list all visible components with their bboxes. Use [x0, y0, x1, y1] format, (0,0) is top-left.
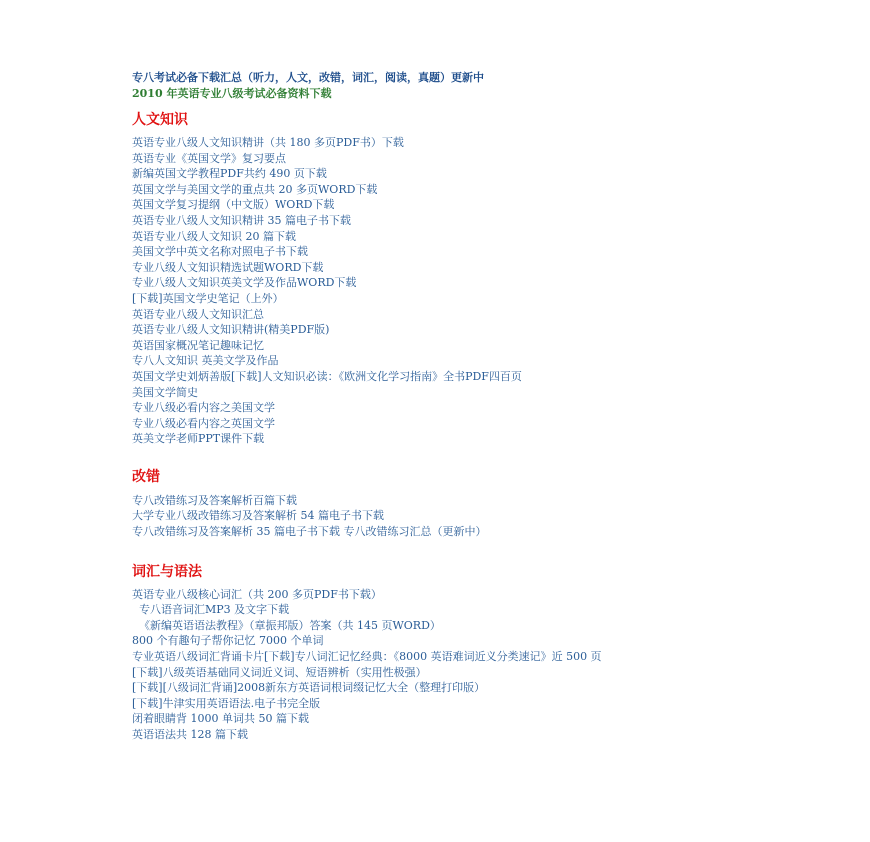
- renwen-link-list: [132, 135, 772, 447]
- list-item[interactable]: [132, 633, 772, 649]
- list-item[interactable]: [132, 493, 772, 509]
- download-link[interactable]: [下载]八级英语基础同义词近义词、短语辨析（实用性极强）: [132, 665, 427, 679]
- download-link[interactable]: 英国文学史刘炳善版[下载]人文知识必读：《欧洲文化学习指南》全书PDF四百页: [132, 369, 522, 383]
- list-item[interactable]: [132, 213, 772, 229]
- list-item[interactable]: [132, 135, 772, 151]
- download-link[interactable]: 英语专业八级人文知识 20 篇下载: [132, 229, 296, 243]
- download-link[interactable]: 美国文学中英文名称对照电子书下载: [132, 245, 308, 259]
- download-link[interactable]: 英语专业八级核心词汇（共 200 多页PDF书下载）: [132, 587, 382, 601]
- document-page: [132, 70, 772, 743]
- download-link[interactable]: 《新编英语语法教程》（章振邦版）答案（共 145 页WORD）: [132, 618, 441, 632]
- download-link[interactable]: 专八改错练习及答案解析百篇下载: [132, 493, 297, 507]
- list-item[interactable]: [132, 197, 772, 213]
- download-link[interactable]: 专八语音词汇MP3 及文字下载: [132, 603, 290, 617]
- list-item[interactable]: [132, 649, 752, 665]
- download-link[interactable]: 专业八级必看内容之美国文学: [132, 401, 275, 415]
- list-item[interactable]: [132, 291, 772, 307]
- download-link[interactable]: 新编英国文学教程PDF共约 490 页下载: [132, 167, 327, 181]
- download-link[interactable]: 英国文学与美国文学的重点共 20 多页WORD下载: [132, 182, 378, 196]
- download-link[interactable]: 英语专业八级人文知识精讲（共 180 多页PDF书）下载: [132, 136, 404, 149]
- list-item[interactable]: [132, 524, 772, 540]
- list-item[interactable]: [132, 431, 772, 447]
- download-link[interactable]: 英语国家概况笔记趣味记忆: [132, 338, 264, 352]
- list-item[interactable]: [132, 369, 772, 385]
- section-title-cihui: 词汇与语法: [132, 563, 202, 580]
- download-link[interactable]: 英语专业八级人文知识精讲 35 篇电子书下载: [132, 213, 351, 227]
- list-item[interactable]: [132, 338, 772, 354]
- list-item[interactable]: [132, 727, 772, 743]
- download-link[interactable]: 英语专业八级人文知识汇总: [132, 307, 264, 321]
- section-title-renwen: 人文知识: [132, 112, 188, 128]
- list-item[interactable]: [132, 602, 772, 618]
- list-item[interactable]: [132, 508, 772, 524]
- download-link[interactable]: 800 个有趣句子帮你记忆 7000 个单词: [132, 634, 324, 648]
- download-link[interactable]: 专业八级必看内容之英国文学: [132, 416, 275, 430]
- list-item[interactable]: [132, 182, 772, 198]
- list-item[interactable]: [132, 587, 772, 603]
- list-item[interactable]: [132, 353, 772, 369]
- download-link[interactable]: 闭着眼睛背 1000 单词共 50 篇下载: [132, 712, 309, 726]
- list-item[interactable]: [132, 385, 772, 401]
- download-link[interactable]: 专业八级人文知识英美文学及作品WORD下载: [132, 276, 357, 290]
- download-link[interactable]: 英国文学复习提纲（中文版）WORD下载: [132, 198, 335, 212]
- list-item[interactable]: [132, 680, 772, 696]
- header-title: 专八考试必备下载汇总（听力，人文，改错，词汇，阅读，真题）更新中: [132, 71, 484, 84]
- list-item[interactable]: [132, 307, 772, 323]
- list-item[interactable]: [132, 229, 772, 245]
- download-link[interactable]: [下载][八级词汇背诵]2008新东方英语词根词缀记忆大全（整理打印版）: [132, 681, 486, 695]
- list-item[interactable]: [132, 696, 772, 712]
- list-item[interactable]: [132, 618, 772, 634]
- section-renwen: [132, 110, 772, 447]
- download-link[interactable]: [下载]英国文学史笔记（上外）: [132, 291, 284, 305]
- list-item[interactable]: [132, 151, 772, 167]
- list-item[interactable]: [132, 711, 772, 727]
- list-item[interactable]: [132, 166, 772, 182]
- download-link[interactable]: 英语语法共 128 篇下载: [132, 728, 248, 741]
- list-item[interactable]: [132, 244, 772, 260]
- cihui-link-list: [132, 587, 772, 743]
- section-gaicuo: [132, 467, 772, 540]
- download-link[interactable]: [下载]牛津实用英语语法.电子书完全版: [132, 696, 321, 710]
- download-link[interactable]: 大学专业八级改错练习及答案解析 54 篇电子书下载: [132, 509, 384, 523]
- gaicuo-link-list: [132, 493, 772, 540]
- section-cihui: [132, 562, 772, 743]
- list-item[interactable]: [132, 322, 772, 338]
- download-link[interactable]: 专八改错练习及答案解析 35 篇电子书下载 专八改错练习汇总（更新中）: [132, 525, 487, 539]
- list-item[interactable]: [132, 400, 772, 416]
- list-item[interactable]: [132, 260, 772, 276]
- download-link[interactable]: 美国文学简史: [132, 385, 198, 399]
- download-link[interactable]: 英语专业《英国文学》复习要点: [132, 151, 286, 165]
- section-title-gaicuo: 改错: [132, 468, 160, 485]
- list-item[interactable]: [132, 665, 772, 681]
- download-link[interactable]: 专业英语八级词汇背诵卡片[下载]专八词汇记忆经典：《8000 英语难词近义分类速记》近 500 页: [132, 650, 602, 664]
- list-item[interactable]: [132, 416, 772, 432]
- download-link[interactable]: 英美文学老师PPT课件下载: [132, 432, 265, 446]
- download-link[interactable]: 英语专业八级人文知识精讲(精美PDF版): [132, 323, 330, 337]
- list-item[interactable]: [132, 275, 772, 291]
- header-subtitle: 2010 年英语专业八级考试必备资料下载: [132, 87, 332, 100]
- download-link[interactable]: 专业八级人文知识精选试题WORD下载: [132, 260, 324, 274]
- download-link[interactable]: 专八人文知识 英美文学及作品: [132, 354, 279, 368]
